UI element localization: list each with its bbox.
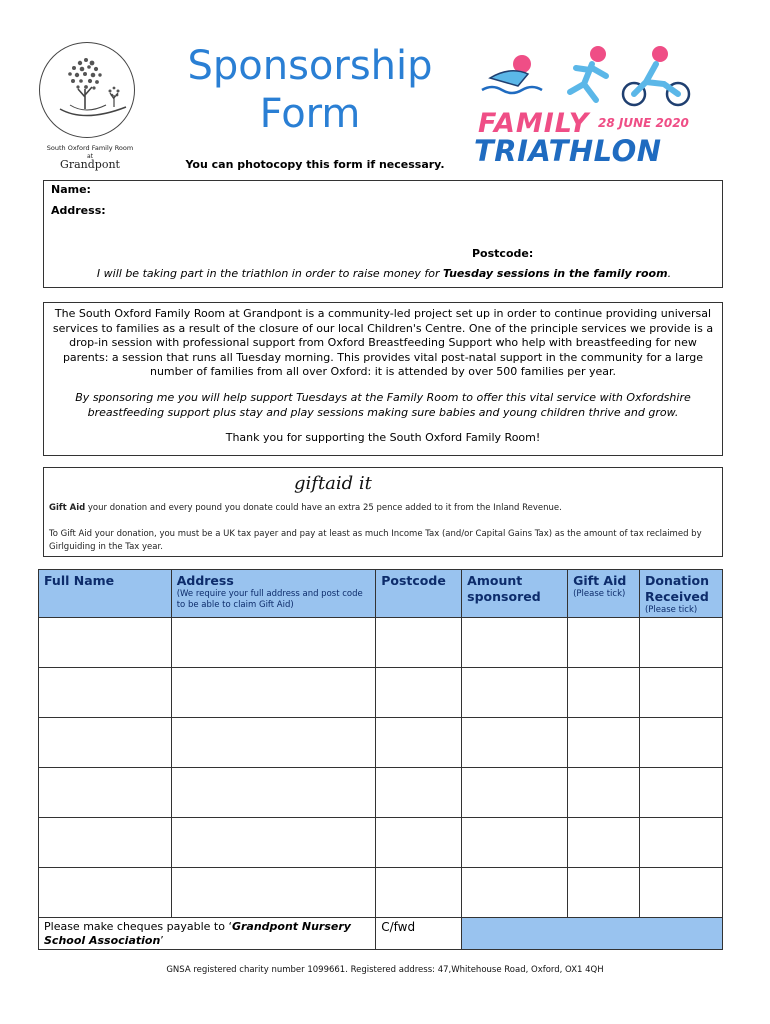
table-row bbox=[39, 768, 723, 818]
cell-donation[interactable] bbox=[639, 668, 722, 718]
cfwd-total-cell[interactable] bbox=[462, 918, 723, 950]
postcode-field[interactable] bbox=[534, 245, 714, 263]
table-row bbox=[39, 718, 723, 768]
cell-donation[interactable] bbox=[639, 818, 722, 868]
cell-giftaid[interactable] bbox=[568, 718, 640, 768]
header-full-name-label: Full Name bbox=[44, 573, 115, 588]
cell-giftaid[interactable] bbox=[568, 818, 640, 868]
cheque-prefix: Please make cheques payable to ‘ bbox=[44, 920, 232, 933]
giftaid-line-1 bbox=[49, 503, 719, 513]
giftaid-line-2: To Gift Aid your donation, you must be a UK tax payer and pay at least as much Income Tax (and/or Capital Gains Tax) as the amount of tax reclaimed by Girlguiding in the Tax year. bbox=[49, 529, 702, 552]
cell-amount[interactable] bbox=[462, 868, 568, 918]
address-field[interactable] bbox=[112, 203, 712, 243]
table-header-row bbox=[39, 570, 723, 618]
cell-amount[interactable] bbox=[462, 718, 568, 768]
cell-donation[interactable] bbox=[639, 868, 722, 918]
tree-icon bbox=[40, 43, 136, 139]
cell-postcode[interactable] bbox=[376, 718, 462, 768]
table-row bbox=[39, 668, 723, 718]
table-row bbox=[39, 618, 723, 668]
logo-name: Grandpont bbox=[60, 158, 120, 171]
cell-postcode[interactable] bbox=[376, 668, 462, 718]
giftaid-logo: giftaid it bbox=[294, 473, 372, 494]
sponsor-table bbox=[38, 569, 723, 950]
sponsor-details-box bbox=[43, 180, 723, 288]
cheque-payee: Grandpont Nursery School Association bbox=[44, 920, 351, 947]
info-paragraph-2: By sponsoring me you will help support Tuesdays at the Family Room to offer this vital service with Oxfordshire breastfeeding support plus stay and play sessions making sure babies and young children thrive and grow. bbox=[75, 390, 691, 419]
triathlon-text: TRIATHLON bbox=[474, 134, 662, 168]
header-donation-sub: (Please tick) bbox=[644, 605, 698, 615]
cell-address[interactable] bbox=[171, 768, 376, 818]
intent-statement bbox=[44, 267, 724, 280]
intent-suffix: . bbox=[667, 267, 672, 280]
table-footer-row bbox=[39, 918, 723, 950]
cheque-suffix: ’ bbox=[160, 934, 164, 947]
cell-amount[interactable] bbox=[462, 668, 568, 718]
header-donation bbox=[639, 570, 722, 618]
header-postcode-label: Postcode bbox=[381, 573, 446, 588]
swim-run-cycle-icon bbox=[470, 40, 700, 110]
giftaid-box bbox=[43, 467, 723, 557]
charity-footer: GNSA registered charity number 1099661. Registered address: 47,Whitehouse Road, Oxford, OX1 4QH bbox=[166, 965, 604, 975]
table-row bbox=[39, 818, 723, 868]
header-donation-label: Donation Received bbox=[644, 573, 710, 604]
header-full-name bbox=[39, 570, 172, 618]
address-label: Address: bbox=[51, 204, 106, 217]
triathlon-logo bbox=[470, 40, 700, 170]
cell-full-name[interactable] bbox=[39, 718, 172, 768]
cell-giftaid[interactable] bbox=[568, 618, 640, 668]
title-line-1: Sponsorship bbox=[187, 43, 433, 89]
header-amount-label: Amount sponsored bbox=[467, 573, 541, 604]
logo-at: at bbox=[86, 153, 94, 160]
cell-giftaid[interactable] bbox=[568, 768, 640, 818]
postcode-label: Postcode: bbox=[472, 247, 534, 260]
header-giftaid bbox=[568, 570, 640, 618]
header-address-label: Address bbox=[176, 573, 234, 588]
cell-postcode[interactable] bbox=[376, 868, 462, 918]
intent-prefix: I will be taking part in the triathlon in order to raise money for bbox=[96, 267, 444, 280]
header-address-sub: (We require your full address and post code to be able to claim Gift Aid) bbox=[176, 589, 363, 610]
cell-amount[interactable] bbox=[462, 768, 568, 818]
photocopy-note: You can photocopy this form if necessary. bbox=[185, 158, 445, 171]
header-address bbox=[171, 570, 376, 618]
intent-bold: Tuesday sessions in the family room bbox=[443, 267, 668, 280]
organisation-logo bbox=[36, 42, 138, 172]
header-giftaid-sub: (Please tick) bbox=[573, 589, 626, 599]
info-box bbox=[43, 302, 723, 456]
info-paragraph-3: Thank you for supporting the South Oxford Family Room! bbox=[225, 431, 541, 445]
cell-giftaid[interactable] bbox=[568, 868, 640, 918]
logo-org-name: South Oxford Family Room bbox=[46, 144, 134, 152]
cell-address[interactable] bbox=[171, 868, 376, 918]
cell-address[interactable] bbox=[171, 818, 376, 868]
header-postcode bbox=[376, 570, 462, 618]
triathlon-family-text: FAMILY bbox=[478, 108, 590, 139]
cfwd-label: C/fwd bbox=[381, 920, 416, 934]
cell-full-name[interactable] bbox=[39, 668, 172, 718]
table-row bbox=[39, 868, 723, 918]
triathlon-date: 28 JUNE 2020 bbox=[598, 116, 689, 130]
cell-amount[interactable] bbox=[462, 818, 568, 868]
title-line-2: Form bbox=[259, 91, 361, 137]
giftaid-line-1-rest: your donation and every pound you donate could have an extra 25 pence added to it from the Inland Revenue. bbox=[85, 503, 562, 513]
header-giftaid-label: Gift Aid bbox=[573, 573, 627, 588]
cell-giftaid[interactable] bbox=[568, 668, 640, 718]
name-label: Name: bbox=[51, 183, 91, 196]
cell-address[interactable] bbox=[171, 668, 376, 718]
cheque-note bbox=[39, 918, 376, 950]
cell-postcode[interactable] bbox=[376, 818, 462, 868]
name-field[interactable] bbox=[104, 181, 704, 199]
cell-address[interactable] bbox=[171, 618, 376, 668]
cell-donation[interactable] bbox=[639, 718, 722, 768]
cell-donation[interactable] bbox=[639, 768, 722, 818]
page-title bbox=[170, 42, 450, 138]
cell-donation[interactable] bbox=[639, 618, 722, 668]
cell-full-name[interactable] bbox=[39, 868, 172, 918]
cfwd-cell bbox=[376, 918, 462, 950]
logo-circle bbox=[39, 42, 135, 138]
header-amount bbox=[462, 570, 568, 618]
cell-postcode[interactable] bbox=[376, 768, 462, 818]
cell-full-name[interactable] bbox=[39, 818, 172, 868]
cell-full-name[interactable] bbox=[39, 618, 172, 668]
info-paragraph-1: The South Oxford Family Room at Grandpont is a community-led project set up in order to continue providing universal services to families as a result of the closure of our local Children's Centre. One of the principle services we provide is a drop-in session with professional support from Oxford Breastfeeding Support who help with breastfeeding for new parents: a session that runs all Tuesday morning. This provides vital post-natal support in the community for a large number of families from all over Oxford: it is attended by over 500 families per year. bbox=[52, 307, 714, 379]
cell-postcode[interactable] bbox=[376, 618, 462, 668]
cell-full-name[interactable] bbox=[39, 768, 172, 818]
cell-address[interactable] bbox=[171, 718, 376, 768]
giftaid-bold: Gift Aid bbox=[49, 503, 86, 513]
cell-amount[interactable] bbox=[462, 618, 568, 668]
